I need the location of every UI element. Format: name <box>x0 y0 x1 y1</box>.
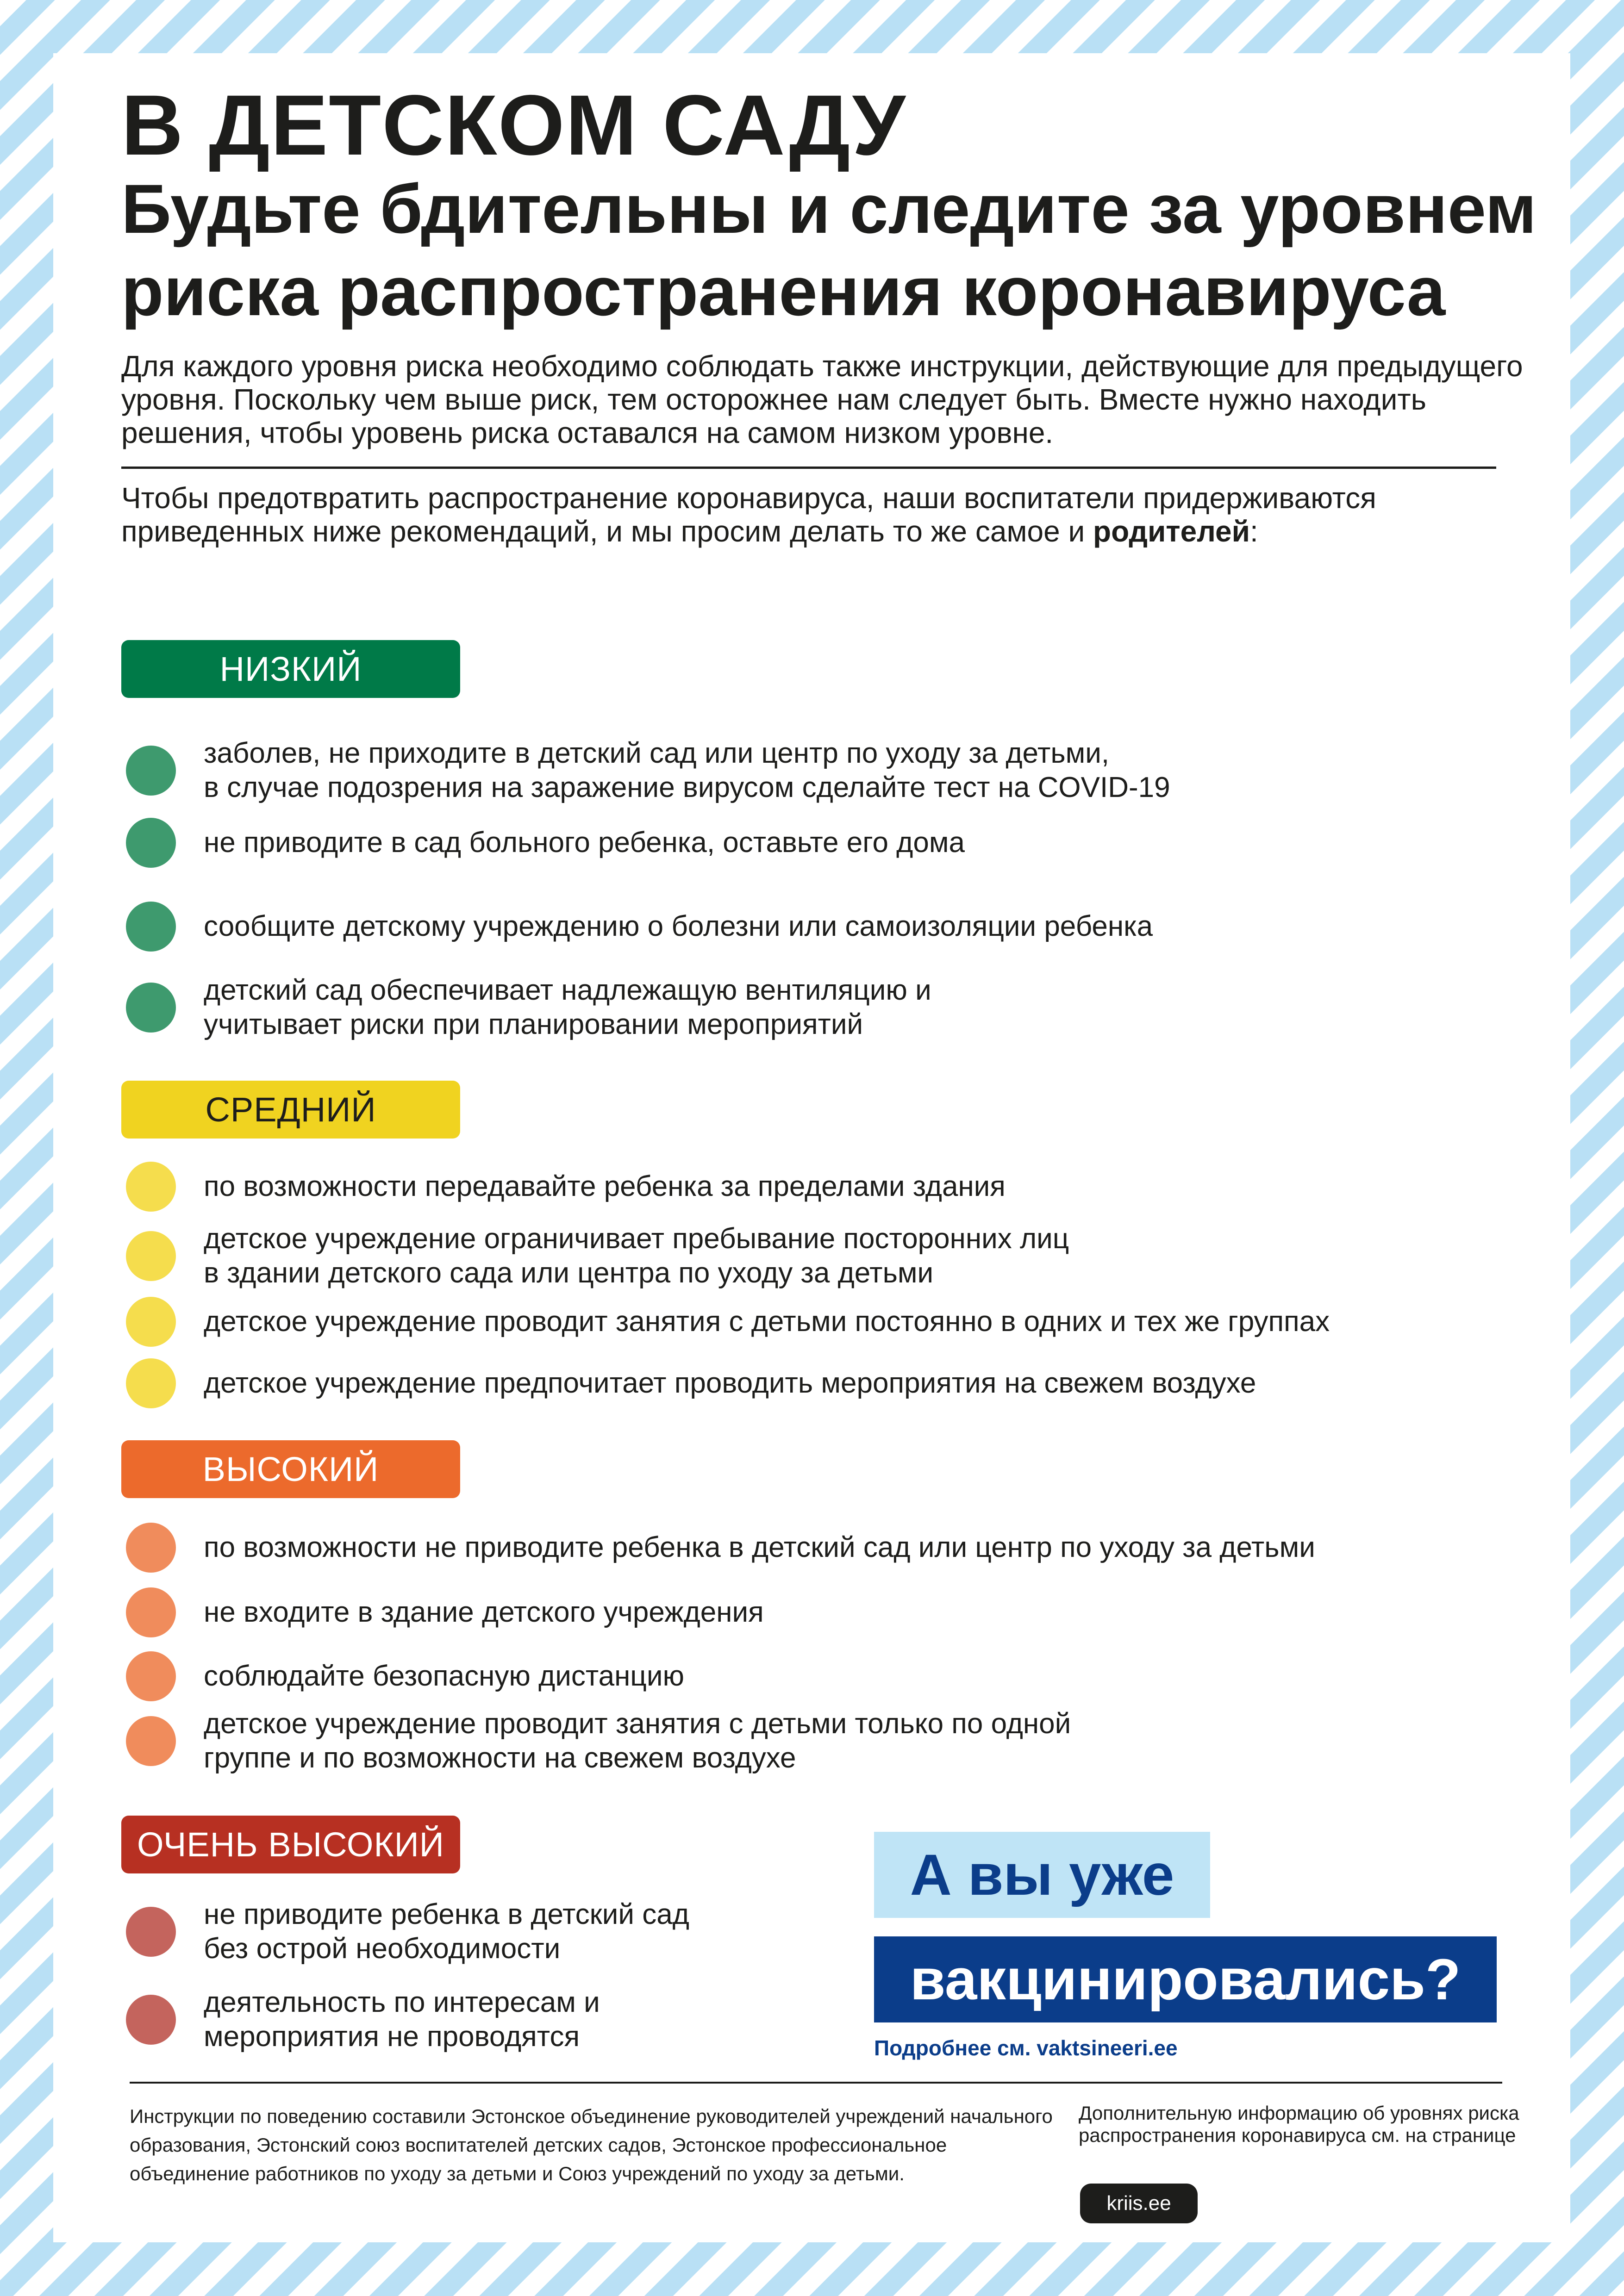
bullet-dot-icon <box>126 746 176 796</box>
level-badge-low: НИЗКИЙ <box>121 640 460 698</box>
list-item-text: по возможности передавайте ребенка за пределами здания <box>204 1170 1006 1202</box>
page-subtitle: Будьте бдительны и следите за уровнем риска распространения коронавируса <box>121 170 1537 330</box>
intro-paragraph: Для каждого уровня риска необходимо соблюдать также инструкции, действующие для предыдущего уровня. Поскольку чем выше риск, тем осторожнее нам следует быть. Вместе нужно находить решения, чтобы уровень риска оставался на самом низком уровне. <box>121 349 1523 449</box>
list-item-text: детский сад обеспечивает надлежащую вентиляцию и учитывает риски при планировании мероприятий <box>204 974 931 1040</box>
bullet-dot-icon <box>126 1587 176 1637</box>
list-item <box>121 1707 1071 1775</box>
list-item <box>121 902 1153 952</box>
list-item <box>121 1898 689 1966</box>
level-badge-very-high: ОЧЕНЬ ВЫСОКИЙ <box>121 1816 460 1873</box>
bullet-dot-icon <box>126 818 176 868</box>
bullet-dot-icon <box>126 983 176 1033</box>
list-item-text: не входите в здание детского учреждения <box>204 1596 764 1628</box>
bullet-dot-icon <box>126 1651 176 1701</box>
list-item <box>121 1297 1330 1347</box>
list-item-text: сообщите детскому учреждению о болезни или самоизоляции ребенка <box>204 910 1153 942</box>
bullet-dot-icon <box>126 1716 176 1766</box>
bullet-dot-icon <box>126 1358 176 1408</box>
vaccination-question-line1: А вы уже <box>874 1832 1210 1918</box>
notice-bold: родителей <box>1093 515 1250 548</box>
list-item <box>121 1358 1256 1408</box>
list-item-text: соблюдайте безопасную дистанцию <box>204 1660 684 1692</box>
list-item <box>121 1523 1315 1573</box>
list-item-text: детское учреждение предпочитает проводить мероприятия на свежем воздухе <box>204 1367 1256 1399</box>
bullet-dot-icon <box>126 1297 176 1347</box>
list-item-text: детское учреждение проводит занятия с детьми постоянно в одних и тех же группах <box>204 1306 1330 1338</box>
vaccination-link[interactable]: Подробнее см. vaktsineeri.ee <box>874 2036 1178 2060</box>
list-item-text: не приводите в сад больного ребенка, оставьте его дома <box>204 827 965 859</box>
list-item <box>121 1162 1006 1212</box>
list-item <box>121 1587 764 1637</box>
list-item <box>121 818 965 868</box>
list-item <box>121 1651 684 1701</box>
bullet-dot-icon <box>126 1162 176 1212</box>
notice-text: Чтобы предотвратить распространение коронавируса, наши воспитатели придерживаются приведенных ниже рекомендаций, и мы просим делать то же самое и <box>121 481 1376 548</box>
bullet-dot-icon <box>126 1523 176 1573</box>
list-item-text: деятельность по интересам и мероприятия не проводятся <box>204 1986 600 2053</box>
divider <box>121 467 1496 469</box>
list-item-text: заболев, не приходите в детский сад или центр по уходу за детьми, в случае подозрения на заражение вирусом сделайте тест на COVID-19 <box>204 737 1170 803</box>
level-badge-high: ВЫСОКИЙ <box>121 1440 460 1498</box>
list-item <box>121 973 931 1042</box>
footer-credits: Инструкции по поведению составили Эстонское объединение руководителей учреждений начального образования, Эстонский союз воспитателей детских садов, Эстонское профессиональное объединение работников по уходу за детьми и Союз учреждений по уходу за детьми. <box>130 2105 1053 2184</box>
footer-info: Дополнительную информацию об уровнях риска распространения коронавируса см. на странице <box>1079 2102 1519 2146</box>
list-item <box>121 1985 600 2054</box>
list-item-text: по возможности не приводите ребенка в детский сад или центр по уходу за детьми <box>204 1531 1315 1563</box>
list-item-text: детское учреждение ограничивает пребывание посторонних лиц в здании детского сада или центра по уходу за детьми <box>204 1223 1069 1289</box>
bullet-dot-icon <box>126 1995 176 2045</box>
list-item-text: детское учреждение проводит занятия с детьми только по одной группе и по возможности на свежем воздухе <box>204 1708 1071 1774</box>
footer-divider <box>130 2082 1502 2084</box>
vaccination-question-line2: вакцинировались? <box>874 1936 1497 2022</box>
bullet-dot-icon <box>126 1907 176 1957</box>
level-badge-medium: СРЕДНИЙ <box>121 1081 460 1139</box>
bullet-dot-icon <box>126 1231 176 1281</box>
kriis-link-button[interactable]: kriis.ee <box>1080 2184 1198 2223</box>
list-item <box>121 736 1170 805</box>
notice-end: : <box>1249 515 1258 548</box>
page-title: В ДЕТСКОМ САДУ <box>121 78 906 173</box>
list-item <box>121 1222 1069 1290</box>
list-item-text: не приводите ребенка в детский сад без острой необходимости <box>204 1898 689 1965</box>
bullet-dot-icon <box>126 902 176 952</box>
notice-paragraph <box>121 481 1556 548</box>
